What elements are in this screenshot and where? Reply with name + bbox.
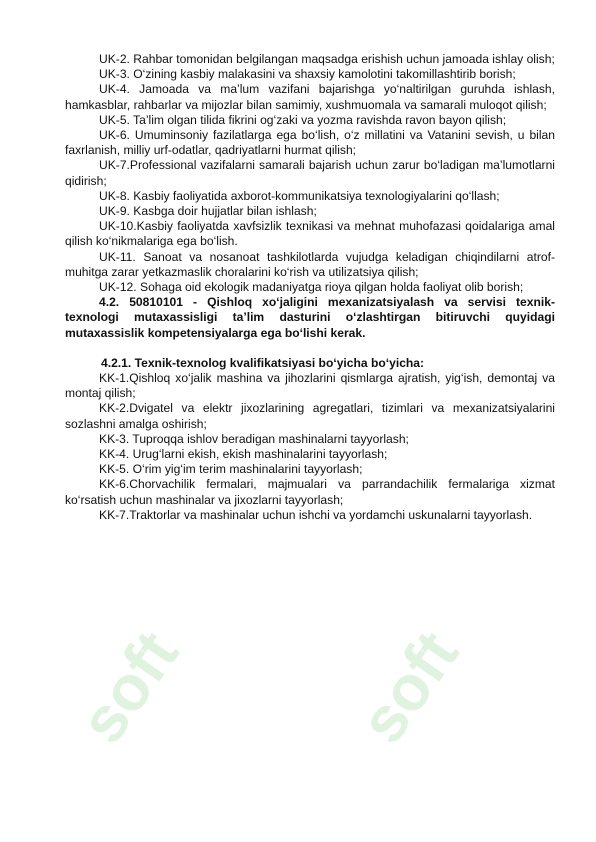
paragraph-uk-12: UK-12. Sohaga oid ekologik madaniyatga rioya qilgan holda faoliyat olib borish; — [99, 280, 524, 295]
paragraph-uk-4: UK-4. Jamoada va ma’lum vazifani bajarishga yo‘naltirilgan guruhda ishlash, hamkasblar, rahbarlar va mijozlar bilan samimiy, xushmuomala va samarali muloqot qilish; — [65, 82, 555, 112]
paragraph-kk-7: KK-7.Traktorlar va mashinalar uchun ishchi va yordamchi uskunalarni tayyorlash. — [99, 507, 533, 522]
watermark-logo: soft — [65, 618, 192, 756]
paragraph-uk-6: UK-6. Umuminsoniy fazilatlarga ega bo‘lish, o‘z millatini va Vatanini sevish, u bilan faxrlanish, milliy urf-odatlar, qadriyatlarni hurmat qilish; — [65, 128, 555, 158]
paragraph-uk-9: UK-9. Kasbga doir hujjatlar bilan ishlash; — [99, 204, 317, 219]
watermark-logo: soft — [345, 618, 472, 756]
subsection-heading: 4.2.1. Texnik-texnolog kvalifikatsiyasi bo‘yicha bo‘yicha: — [101, 355, 425, 370]
paragraph-kk-2: KK-2.Dvigatel va elektr jixozlarining agregatlari, tizimlari va mexanizatsiyalarini sozlashni amalga oshirish; — [65, 401, 555, 431]
paragraph-uk-5: UK-5. Ta’lim olgan tilida fikrini og‘zaki va yozma ravishda ravon bayon qilish; — [99, 112, 507, 127]
paragraph-uk-8: UK-8. Kasbiy faoliyatida axborot-kommunikatsiya texnologiyalarini qo‘llash; — [99, 188, 500, 203]
paragraph-uk-11: UK-11. Sanoat va nosanoat tashkilotlarda vujudga keladigan chiqindilarni atrof-muhitga zarar yetkazmaslik choralarini ko‘rish va utilizatsiya qilish; — [65, 249, 555, 279]
section-heading: 4.2. 50810101 - Qishloq xo‘jaligini mexanizatsiyalash va servisi texnik-texnologi mutaxassisligi ta’lim dasturini o‘zlashtirgan bitiruvchi quyidagi mutaxassislik kompetensiyalarga ega bo‘lishi kerak. — [65, 295, 555, 340]
paragraph-kk-5: KK-5. O‘rim yig‘im terim mashinalarini tayyorlash; — [99, 462, 363, 477]
paragraph-kk-1: KK-1.Qishloq xo‘jalik mashina va jihozlarini qismlarga ajratish, yig‘ish, demontaj va montaj qilish; — [65, 371, 555, 401]
paragraph-kk-4: KK-4. Urug‘larni ekish, ekish mashinalarini tayyorlash; — [99, 447, 388, 462]
paragraph-uk-7: UK-7.Professional vazifalarni samarali bajarish uchun zarur bo‘ladigan ma’lumotlarni qidirish; — [65, 158, 555, 188]
paragraph-kk-3: KK-3. Tuproqqa ishlov beradigan mashinalarni tayyorlash; — [99, 431, 409, 446]
paragraph-uk-2: UK-2. Rahbar tomonidan belgilangan maqsadga erishish uchun jamoada ishlay olish; — [99, 52, 555, 66]
paragraph-uk-10: UK-10.Kasbiy faoliyatda xavfsizlik texnikasi va mehnat muhofazasi qoidalariga amal qilish ko‘nikmalariga ega bo‘lish. — [65, 219, 555, 249]
document-body — [65, 52, 555, 523]
paragraph-kk-6: KK-6.Chorvachilik fermalari, majmualari va parrandachilik fermalariga xizmat ko‘rsatish uchun mashinalar va jixozlarni tayyorlash; — [65, 477, 555, 507]
paragraph-uk-3: UK-3. O‘zining kasbiy malakasini va shaxsiy kamolotini takomillashtirib borish; — [99, 67, 516, 82]
